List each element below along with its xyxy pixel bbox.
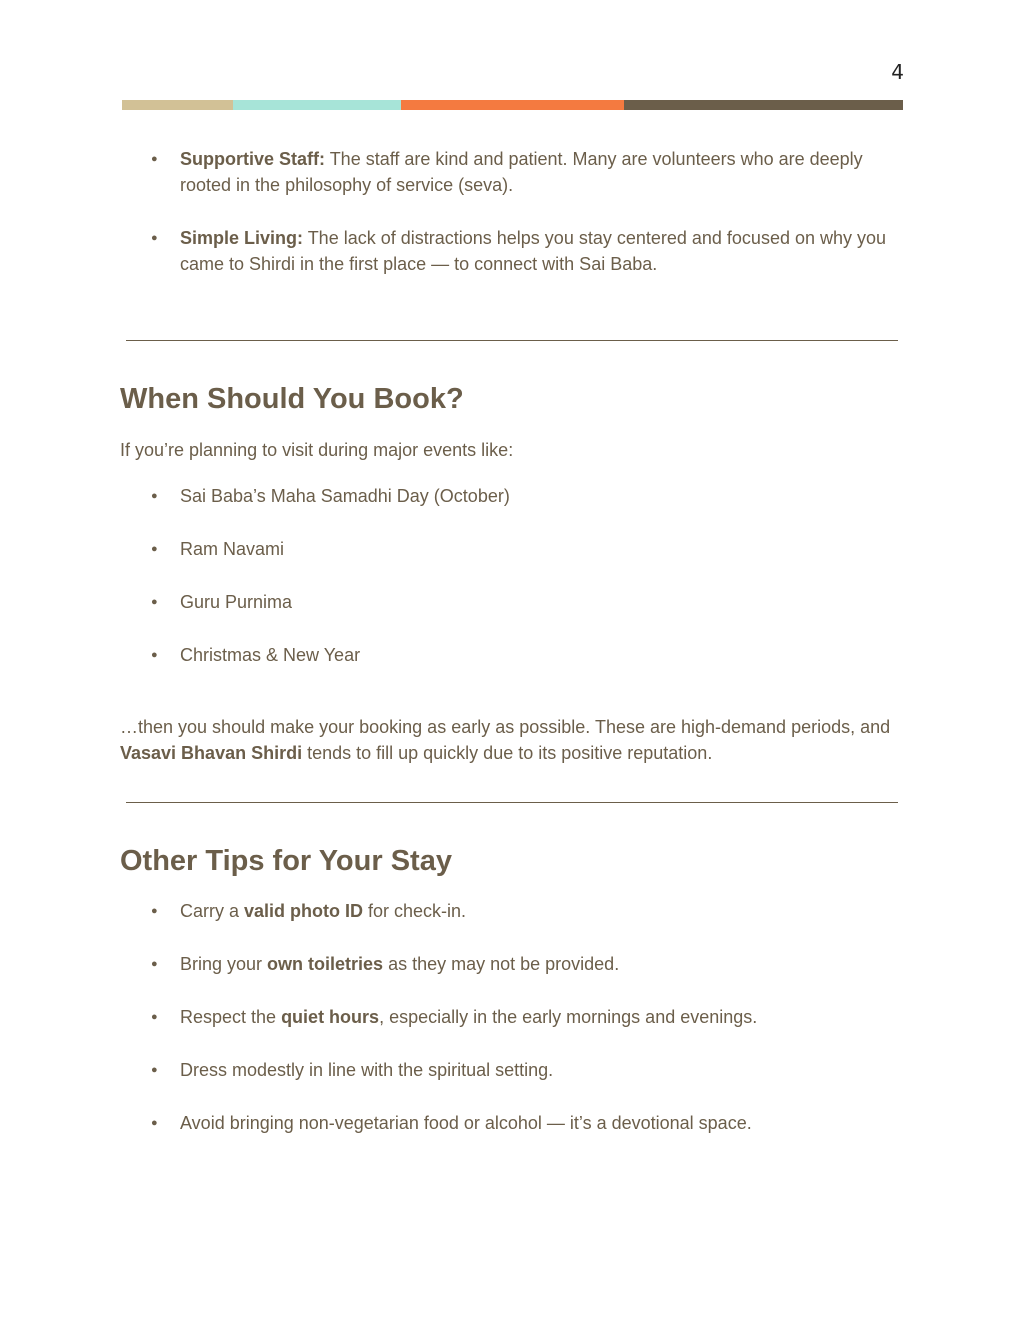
benefits-list <box>120 146 902 277</box>
list-item-text: Avoid bringing non-vegetarian food or alcohol — it’s a devotional space. <box>180 1113 752 1133</box>
list-item-text: Bring your <box>180 954 268 974</box>
hotel-name: Vasavi Bhavan Shirdi <box>120 743 303 763</box>
list-item-text: as they may not be provided. <box>383 954 620 974</box>
list-item-text: The staff are kind and patient. Many are volunteers who are deeply rooted in the philosophy of service (seva). <box>180 149 863 195</box>
decorative-color-bar <box>122 100 903 110</box>
color-bar-segment-brown <box>624 100 903 110</box>
events-list <box>120 483 902 668</box>
section-divider <box>126 802 898 803</box>
list-item: ● Christmas & New Year <box>120 642 902 668</box>
list-item-text: for check-in. <box>363 901 467 921</box>
page-number: 4 <box>891 60 904 84</box>
list-item-text: Carry a <box>180 901 245 921</box>
color-bar-segment-tan <box>122 100 233 110</box>
list-item-emphasis: own toiletries <box>267 954 384 974</box>
list-item <box>120 146 902 198</box>
tips-list <box>120 898 902 1136</box>
list-item-text: , especially in the early mornings and evenings. <box>379 1007 758 1027</box>
list-item <box>120 898 902 924</box>
document-body <box>120 140 902 1136</box>
booking-advice-text: …then you should make your booking as early as possible. These are high-demand periods, and <box>120 717 891 737</box>
list-item-term: Supportive Staff: <box>180 149 326 169</box>
section-divider <box>126 340 898 341</box>
list-item <box>120 225 902 277</box>
booking-advice <box>120 714 902 766</box>
list-item-term: Simple Living: <box>180 228 304 248</box>
list-item-emphasis: quiet hours <box>281 1007 380 1027</box>
list-item-text: Dress modestly in line with the spiritual setting. <box>180 1060 554 1080</box>
section-heading-when-to-book: When Should You Book? <box>120 383 464 415</box>
list-item: ● Guru Purnima <box>120 589 902 615</box>
color-bar-segment-orange <box>401 100 624 110</box>
booking-advice-text: tends to fill up quickly due to its positive reputation. <box>302 743 713 763</box>
list-item: ● Ram Navami <box>120 536 902 562</box>
list-item <box>120 1004 902 1030</box>
events-intro: If you’re planning to visit during major events like: <box>120 440 514 460</box>
list-item: ● Sai Baba’s Maha Samadhi Day (October) <box>120 483 902 509</box>
list-item <box>120 1057 902 1083</box>
section-heading-other-tips: Other Tips for Your Stay <box>120 845 452 877</box>
list-item-text: The lack of distractions helps you stay centered and focused on why you came to Shirdi in the first place — to connect with Sai Baba. <box>180 228 887 274</box>
color-bar-segment-aqua <box>233 100 401 110</box>
list-item-text: Respect the <box>180 1007 282 1027</box>
list-item-emphasis: valid photo ID <box>244 901 364 921</box>
list-item <box>120 1110 902 1136</box>
list-item <box>120 951 902 977</box>
